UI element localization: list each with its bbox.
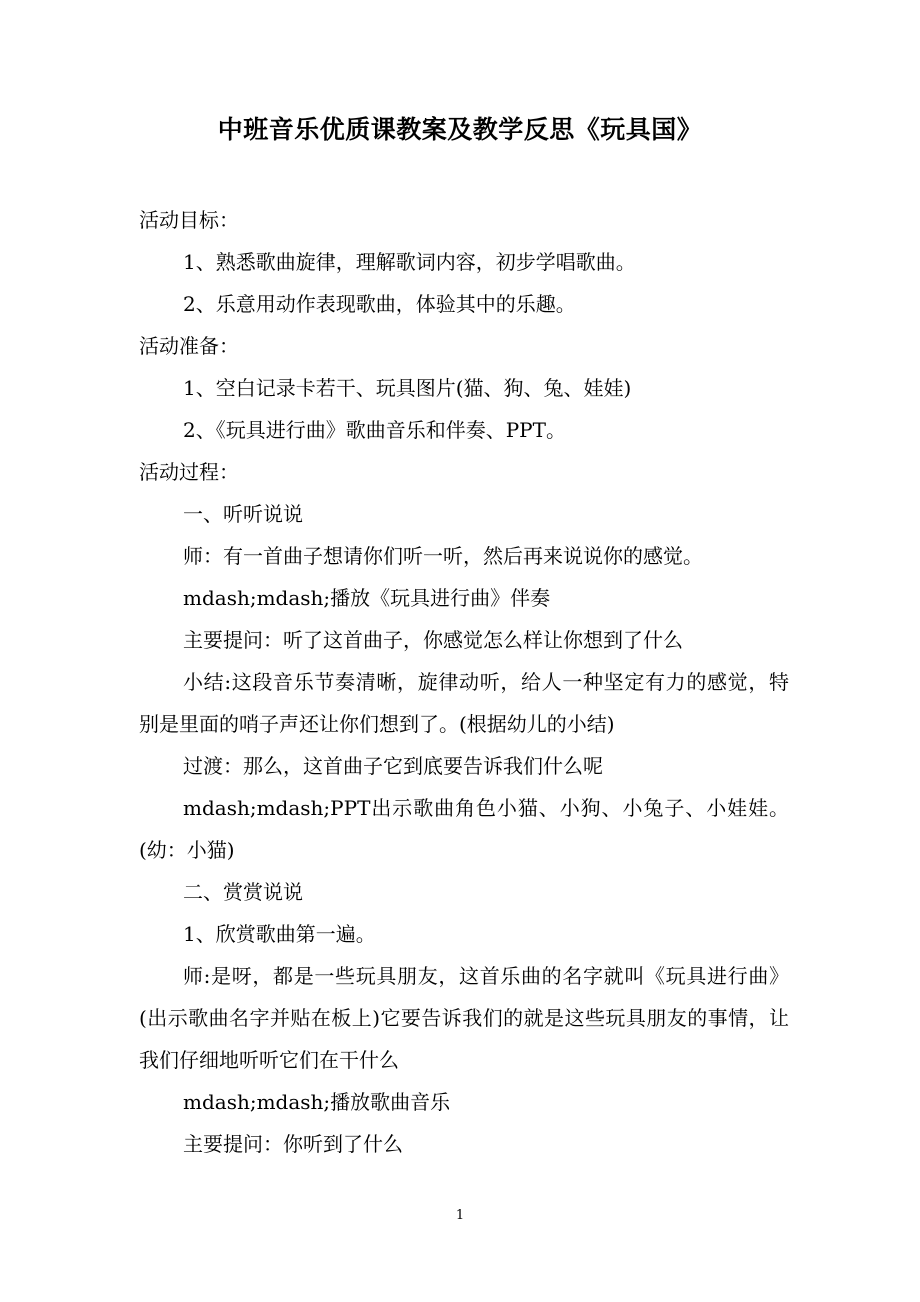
play-accompaniment-line: mdash;mdash;播放《玩具进行曲》伴奏: [183, 586, 551, 610]
document-body: [139, 199, 789, 1165]
preparation-item-1: 1、空白记录卡若干、玩具图片(猫、狗、兔、娃娃): [183, 376, 632, 400]
main-question-line: 主要提问：听了这首曲子，你感觉怎么样让你想到了什么: [183, 628, 683, 652]
objective-item-2: 2、乐意用动作表现歌曲，体验其中的乐趣。: [183, 292, 576, 316]
play-song-line: mdash;mdash;播放歌曲音乐: [183, 1090, 451, 1114]
process-step-heading-1: 一、听听说说: [183, 502, 303, 526]
document-title: 中班音乐优质课教案及教学反思《玩具国》: [217, 115, 703, 144]
appreciation-item-1: 1、欣赏歌曲第一遍。: [183, 922, 376, 946]
section-heading-objectives: 活动目标：: [139, 208, 239, 232]
summary-paragraph: 小结:这段音乐节奏清晰，旋律动听，给人一种坚定有力的感觉，特别是里面的哨子声还让你们想到了。(根据幼儿的小结): [139, 670, 789, 736]
section-heading-process: 活动过程：: [139, 460, 239, 484]
main-question-line-2: 主要提问：你听到了什么: [183, 1132, 403, 1156]
preparation-item-2: 2、《玩具进行曲》歌曲音乐和伴奏、PPT。: [183, 418, 566, 442]
process-step-heading-2: 二、赏赏说说: [183, 880, 303, 904]
ppt-characters-paragraph: mdash;mdash;PPT出示歌曲角色小猫、小狗、小兔子、小娃娃。(幼：小猫): [139, 796, 789, 862]
page-number: 1: [455, 1208, 465, 1223]
objective-item-1: 1、熟悉歌曲旋律，理解歌词内容，初步学唱歌曲。: [183, 250, 636, 274]
section-heading-preparation: 活动准备：: [139, 334, 239, 358]
transition-line: 过渡：那么，这首曲子它到底要告诉我们什么呢: [183, 754, 603, 778]
teacher-paragraph: 师:是呀，都是一些玩具朋友，这首乐曲的名字就叫《玩具进行曲》(出示歌曲名字并贴在板上)它要告诉我们的就是这些玩具朋友的事情，让我们仔细地听听它们在干什么: [139, 964, 789, 1072]
teacher-line: 师：有一首曲子想请你们听一听，然后再来说说你的感觉。: [183, 544, 703, 568]
